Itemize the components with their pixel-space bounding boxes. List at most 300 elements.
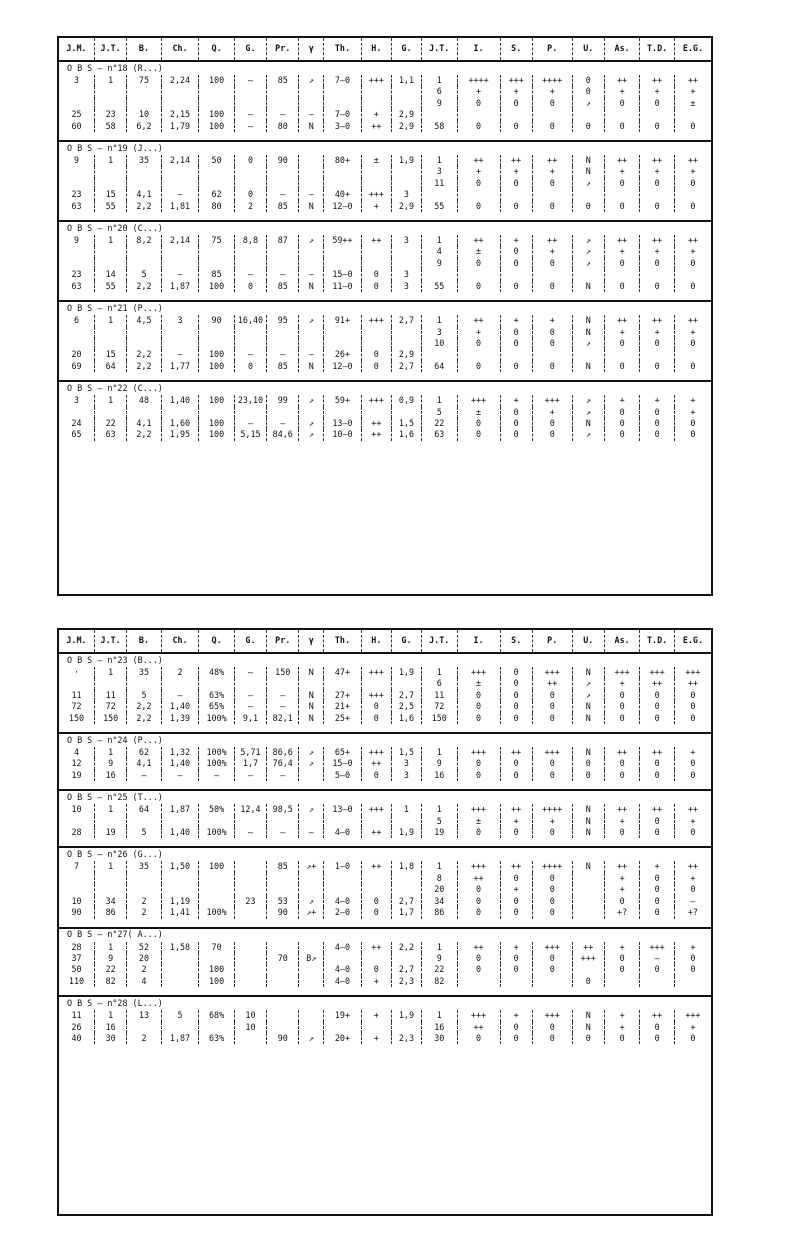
table-cell (267, 816, 299, 827)
table-cell: N (299, 667, 324, 678)
table-cell: + (457, 86, 500, 97)
table-cell: 0 (361, 361, 391, 372)
table-cell: 4 (73, 747, 80, 758)
table-cell: 1,7 (234, 758, 266, 769)
table-cell: 100 (199, 861, 235, 872)
table-cell: 0 (532, 713, 572, 724)
table-cell: +? (674, 907, 711, 918)
table-cell (299, 884, 324, 895)
table-cell (324, 178, 362, 189)
header-row (59, 38, 711, 61)
table-cell: 0 (361, 281, 391, 292)
table-cell: 0 (640, 1022, 674, 1033)
table-cell: 0 (604, 201, 640, 212)
table-cell: 1,40 (161, 758, 199, 769)
table-cell: N (572, 155, 604, 166)
table-cell: 26+ (324, 349, 362, 360)
table-cell: 0 (572, 758, 604, 769)
table-cell: + (640, 166, 674, 177)
table-cell: 9 (73, 235, 80, 246)
column-header: As. (604, 38, 640, 61)
table-cell: +++ (457, 1010, 500, 1021)
table-cell: 48% (199, 667, 235, 678)
table-cell: – (127, 770, 161, 781)
table-cell: 0 (532, 896, 572, 907)
table-cell (161, 1022, 199, 1033)
table-row (59, 155, 711, 166)
observation-title-row (59, 996, 711, 1010)
table-row (59, 166, 711, 177)
table-cell: 0 (674, 258, 711, 269)
table-cell (604, 109, 640, 120)
table-row (59, 701, 711, 712)
table-cell (640, 976, 674, 987)
table-cell: 100 (199, 976, 235, 987)
table-row (59, 429, 711, 440)
table-cell (161, 338, 199, 349)
table-cell (234, 327, 266, 338)
table-cell: 16 (422, 770, 458, 781)
table-cell: – (234, 667, 266, 678)
table-cell (422, 189, 458, 200)
table-cell (234, 258, 266, 269)
table-cell: ++ (532, 155, 572, 166)
table-cell (267, 1010, 299, 1021)
table-row (59, 678, 711, 689)
table-cell: ↗ (572, 395, 604, 406)
table-cell: + (500, 395, 532, 406)
table-cell: – (267, 690, 299, 701)
table-cell: 0 (500, 281, 532, 292)
table-cell (361, 873, 391, 884)
table-cell (234, 884, 266, 895)
table-cell: 0 (572, 201, 604, 212)
table-cell: 0 (532, 201, 572, 212)
table-cell: 3 (73, 75, 80, 85)
table-cell: 0 (500, 896, 532, 907)
table-cell: 1 (422, 667, 458, 678)
table-cell (127, 1022, 161, 1033)
table-cell (127, 327, 161, 338)
table-cell: ↗ (572, 178, 604, 189)
table-cell: +++ (640, 942, 674, 953)
table-cell: 86 (422, 907, 458, 918)
table-cell: 15–0 (324, 269, 362, 280)
table-cell: 0 (500, 907, 532, 918)
table-cell: + (457, 327, 500, 338)
table-cell (391, 246, 421, 257)
table-cell (572, 269, 604, 280)
table-cell: 100 (199, 964, 235, 975)
table-cell: 0 (572, 121, 604, 132)
table-cell: 34 (422, 896, 458, 907)
table-cell (361, 98, 391, 109)
spacer-cell (59, 292, 711, 301)
table-cell: 100 (199, 349, 235, 360)
table-cell: 1 (422, 861, 458, 872)
table-cell: 58 (95, 121, 127, 132)
table-cell: 100 (199, 429, 235, 440)
table-cell (161, 873, 199, 884)
table-cell: +++ (532, 667, 572, 678)
table-cell (572, 873, 604, 884)
table-cell: N (572, 701, 604, 712)
table-cell: 0 (532, 701, 572, 712)
table-cell (199, 873, 235, 884)
table-cell (234, 338, 266, 349)
table-cell: 82 (422, 976, 458, 987)
table-cell (532, 349, 572, 360)
spacer-cell (59, 987, 711, 996)
table-cell: 55 (422, 201, 458, 212)
table-cell (127, 166, 161, 177)
table-cell: 0 (500, 98, 532, 109)
table-cell: 82 (95, 976, 127, 987)
table-cell: 0 (640, 418, 674, 429)
table-cell: 85 (267, 361, 299, 372)
table-cell: 0 (457, 361, 500, 372)
table-cell: 1,77 (161, 361, 199, 372)
observation-table-2 (57, 628, 713, 1216)
column-header: γ (299, 630, 324, 653)
table-row (59, 1022, 711, 1033)
table-row (59, 667, 711, 678)
table-cell: +++ (674, 1010, 711, 1021)
table-cell (457, 189, 500, 200)
block-spacer (59, 292, 711, 301)
table-cell (324, 246, 362, 257)
table-cell: 8,8 (234, 235, 266, 246)
table-cell (267, 976, 299, 987)
table-cell: 0 (457, 701, 500, 712)
table-cell: 63% (199, 690, 235, 701)
table-cell (161, 884, 199, 895)
table-cell (234, 1033, 266, 1044)
column-header: U. (572, 38, 604, 61)
observation-title-row (59, 733, 711, 747)
column-header: Ch. (161, 38, 199, 61)
table-cell: 110 (68, 975, 85, 986)
table-cell: 65% (199, 701, 235, 712)
table-cell: 10 (422, 338, 458, 349)
table-cell: 37 (71, 952, 82, 963)
table-cell (674, 269, 711, 280)
table-cell: 2,2 (391, 942, 421, 953)
table-cell: 28 (71, 941, 82, 952)
table-cell: 0 (457, 258, 500, 269)
table-cell: 0 (500, 701, 532, 712)
table-cell: 80 (199, 201, 235, 212)
table-cell: ++ (604, 235, 640, 246)
table-cell: +++ (674, 667, 711, 678)
table-cell: + (674, 86, 711, 97)
table-cell: ++ (457, 235, 500, 246)
table-row (59, 86, 711, 97)
table-cell (361, 953, 391, 964)
column-header: Th. (324, 38, 362, 61)
table-cell: 1 (422, 395, 458, 406)
observation-table-1 (57, 36, 713, 596)
table-cell: 90 (267, 155, 299, 166)
table-cell: 0 (500, 827, 532, 838)
table-cell: 1 (95, 942, 127, 953)
observation-title-row (59, 301, 711, 315)
table-cell (59, 258, 95, 269)
table-cell: 1 (422, 315, 458, 326)
table-cell: 0 (532, 361, 572, 372)
table-cell: 2,9 (391, 121, 421, 132)
table-cell: ± (674, 98, 711, 109)
data-table (59, 38, 711, 449)
table-cell (532, 976, 572, 987)
table-cell (234, 816, 266, 827)
block-spacer (59, 919, 711, 928)
table-row (59, 189, 711, 200)
table-cell: 1,9 (391, 667, 421, 678)
table-cell: 5 (161, 1010, 199, 1021)
table-cell: 0 (674, 361, 711, 372)
table-cell: + (532, 315, 572, 326)
table-cell: 64 (422, 361, 458, 372)
spacer-cell (59, 441, 711, 449)
table-row (59, 713, 711, 724)
table-cell: 0 (457, 178, 500, 189)
table-cell: – (267, 349, 299, 360)
table-cell: 0 (500, 338, 532, 349)
table-cell: +++ (361, 395, 391, 406)
table-cell: 98,5 (267, 804, 299, 815)
table-cell: 55 (95, 201, 127, 212)
table-cell: 1,40 (161, 701, 199, 712)
table-cell: 0 (532, 907, 572, 918)
table-cell: 1 (95, 861, 127, 872)
table-cell (299, 976, 324, 987)
table-cell: 0 (361, 964, 391, 975)
table-cell (361, 816, 391, 827)
table-cell: N (299, 201, 324, 212)
table-cell: 90 (71, 907, 82, 918)
table-cell: N (572, 667, 604, 678)
column-header: P. (532, 630, 572, 653)
table-cell (391, 166, 421, 177)
table-cell: 2 (127, 896, 161, 907)
table-cell: ↗ (572, 690, 604, 701)
table-cell: 0 (457, 953, 500, 964)
table-cell: ++ (604, 861, 640, 872)
table-cell: – (674, 896, 711, 907)
table-cell: 2–0 (324, 907, 362, 918)
table-cell (324, 338, 362, 349)
table-cell: 23 (95, 109, 127, 120)
table-cell: ± (457, 816, 500, 827)
table-cell: 19 (422, 827, 458, 838)
table-cell: 0 (457, 964, 500, 975)
table-cell: N (299, 713, 324, 724)
table-cell (199, 678, 235, 689)
column-header: Q. (199, 38, 235, 61)
table-cell: 0 (457, 121, 500, 132)
table-row (59, 201, 711, 212)
table-cell: 0 (457, 690, 500, 701)
table-cell (572, 109, 604, 120)
table-cell: 0 (674, 758, 711, 769)
table-cell: 10–0 (324, 429, 362, 440)
table-cell: + (500, 315, 532, 326)
table-cell: – (267, 827, 299, 838)
table-cell: + (361, 1033, 391, 1044)
table-cell: 19 (95, 827, 127, 838)
table-cell (161, 178, 199, 189)
table-cell: 0 (500, 361, 532, 372)
table-cell (299, 816, 324, 827)
table-cell: +++ (361, 667, 391, 678)
table-cell: 0 (500, 429, 532, 440)
observation-title: O B S – n°20 (C...) (59, 221, 711, 235)
table-cell: 91+ (324, 315, 362, 326)
table-row (59, 407, 711, 418)
table-cell: 0 (500, 418, 532, 429)
table-cell: 0 (674, 713, 711, 724)
table-cell: 35 (127, 861, 161, 872)
table-cell: 0 (640, 770, 674, 781)
table-cell: N (572, 861, 604, 872)
table-cell (324, 166, 362, 177)
observation-title-row (59, 653, 711, 667)
table-cell (299, 327, 324, 338)
table-cell (95, 86, 127, 97)
table-cell: 100% (199, 747, 235, 758)
table-cell: ++ (500, 804, 532, 815)
table-cell: 0 (500, 713, 532, 724)
table-cell: 1,6 (391, 713, 421, 724)
table-cell: 150 (68, 712, 85, 723)
table-cell: 10 (234, 1022, 266, 1033)
table-cell: ↗ (572, 407, 604, 418)
table-row (59, 109, 711, 120)
table-cell: 2,2 (127, 201, 161, 212)
table-cell: 95 (267, 315, 299, 326)
table-cell: 16 (422, 1022, 458, 1033)
table-cell: ± (457, 678, 500, 689)
table-cell: ++ (500, 155, 532, 166)
table-cell: 80+ (324, 155, 362, 166)
table-cell: 0 (640, 816, 674, 827)
table-cell: 16,40 (234, 315, 266, 326)
table-cell: ± (457, 246, 500, 257)
table-cell (324, 86, 362, 97)
table-cell: ↗ (299, 315, 324, 326)
table-cell: 86 (95, 907, 127, 918)
table-cell: 3–0 (324, 121, 362, 132)
column-header: B. (127, 38, 161, 61)
table-cell (127, 258, 161, 269)
table-cell (361, 166, 391, 177)
table-cell: – (267, 109, 299, 120)
table-cell: 150 (267, 667, 299, 678)
table-cell: 2 (234, 201, 266, 212)
table-row (59, 758, 711, 769)
table-row (59, 338, 711, 349)
table-cell: 9,1 (234, 713, 266, 724)
table-cell: +++ (572, 953, 604, 964)
table-cell (391, 338, 421, 349)
column-header: J.M. (59, 630, 95, 653)
table-cell (267, 678, 299, 689)
block-spacer (59, 781, 711, 790)
table-cell: + (604, 1010, 640, 1021)
table-cell: 90 (199, 315, 235, 326)
data-table (59, 630, 711, 1052)
table-cell: 9 (422, 758, 458, 769)
table-row (59, 861, 711, 872)
table-cell: 6,2 (127, 121, 161, 132)
table-cell: 12–0 (324, 361, 362, 372)
table-cell: 22 (95, 964, 127, 975)
table-cell: 5 (127, 827, 161, 838)
table-cell: 11 (95, 690, 127, 701)
table-cell: 10 (127, 109, 161, 120)
table-cell: + (532, 86, 572, 97)
table-cell (59, 338, 95, 349)
header-row (59, 630, 711, 653)
table-cell (299, 155, 324, 166)
table-cell (95, 98, 127, 109)
table-cell (299, 942, 324, 953)
table-cell: 0 (604, 338, 640, 349)
table-cell: 0 (604, 361, 640, 372)
table-cell (604, 189, 640, 200)
table-cell: N (572, 1022, 604, 1033)
table-cell: 100 (199, 361, 235, 372)
table-cell: + (604, 395, 640, 406)
column-header: J.M. (59, 38, 95, 61)
table-cell: 3 (391, 770, 421, 781)
table-cell: 1,9 (391, 1010, 421, 1021)
table-cell: – (267, 269, 299, 280)
table-cell: + (604, 86, 640, 97)
table-cell: ± (361, 155, 391, 166)
table-cell: + (640, 86, 674, 97)
table-cell: 26 (71, 1021, 82, 1032)
table-cell: + (640, 395, 674, 406)
table-cell: + (532, 816, 572, 827)
table-cell (299, 964, 324, 975)
table-cell: + (674, 407, 711, 418)
table-cell: + (674, 942, 711, 953)
table-cell: 0 (532, 418, 572, 429)
spacer-cell (59, 132, 711, 141)
table-cell: 100 (199, 281, 235, 292)
table-cell (234, 98, 266, 109)
table-cell: – (234, 418, 266, 429)
table-cell: 1 (422, 75, 458, 86)
table-cell (500, 349, 532, 360)
table-cell: + (500, 86, 532, 97)
table-cell: 2,2 (127, 701, 161, 712)
table-cell: 0 (640, 98, 674, 109)
table-cell: +++ (361, 189, 391, 200)
table-cell: 3 (391, 269, 421, 280)
table-cell: 64 (95, 361, 127, 372)
table-cell: – (161, 349, 199, 360)
table-cell: 0 (640, 884, 674, 895)
table-cell: N (299, 281, 324, 292)
table-cell (391, 178, 421, 189)
table-cell: 19+ (324, 1010, 362, 1021)
table-cell: ++ (674, 861, 711, 872)
table-cell: 1 (422, 942, 458, 953)
table-cell (299, 1022, 324, 1033)
